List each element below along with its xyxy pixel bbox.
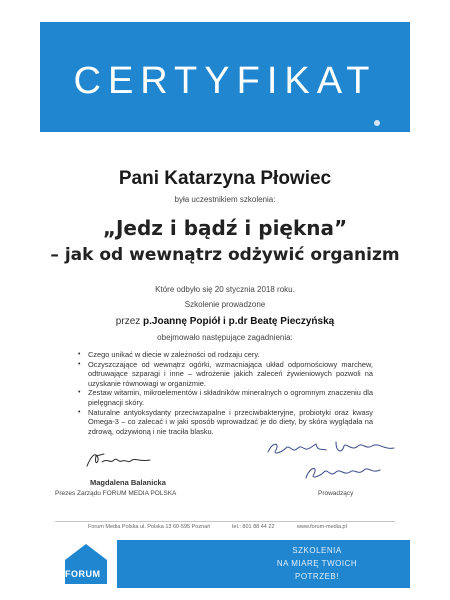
list-item: • Zestaw witamin, mikroelementów i składników mineralnych o ogromnym znaczeniu dla pielęgnacji skóry. — [78, 388, 373, 407]
list-item: • Naturalne antyoksydanty przeciwzapalne i przeciwbakteryjne, probiotyki oraz kwasy Omega-3 – co zalecać i w jaki sposób wprowadzać je do diety, by skóra wyglądała na zdrową, odżywioną i nie traciła blasku. — [78, 407, 373, 436]
forum-logo-icon — [55, 540, 117, 588]
course-subtitle: – jak od wewnątrz odżywić organizm — [50, 245, 400, 265]
decorative-dot — [374, 120, 380, 126]
topics-list — [78, 350, 373, 436]
list-item: • Oczyszczające od wewnątrz ogórki, wzmacniająca układ odpornościowy marchew, odtruwające szparagi i inne – wdrożenie jakich zaleceń żywieniowych pozwoli na uzyskanie równowagi w organizmie. — [78, 359, 373, 388]
bullet-icon: • — [78, 408, 81, 416]
footer-panel — [55, 540, 410, 588]
trainers-prefix: przez — [115, 316, 141, 327]
course-date: Które odbyło się 20 stycznia 2018 roku. — [155, 285, 295, 294]
trainers-line — [0, 316, 450, 327]
president-name: Magdalena Balanicka — [90, 478, 166, 487]
certificate-title: CERTYFIKAT — [73, 60, 377, 102]
slogan: SZKOLENIA NA MIARĘ TWOICH POTRZEB! — [276, 546, 358, 581]
logo-text: FORUM — [65, 569, 101, 579]
led-by-line: Szkolenie prowadzone — [184, 300, 266, 309]
bullet-icon: • — [78, 351, 81, 358]
bullet-icon: • — [78, 389, 81, 397]
bullet-icon: • — [78, 360, 81, 368]
recipient-name: Pani Katarzyna Płowiec — [118, 168, 332, 189]
header-banner — [40, 22, 410, 132]
forum-logo — [55, 540, 117, 588]
president-signature — [84, 448, 154, 477]
trainers-role: Prowadzący — [318, 490, 354, 497]
footer-divider — [55, 521, 395, 522]
footer-phone: tel.: 801 88 44 22 — [232, 524, 275, 530]
topics-intro: obejmowało następujące zagadnienia: — [157, 333, 293, 342]
trainers-names: p.Joannę Popiół i p.dr Beatę Pieczyńską — [143, 316, 335, 327]
footer-website: www.forum-media.pl — [297, 524, 347, 530]
list-item: • Czego unikać w diecie w zależności od rodzaju cery. — [78, 350, 260, 359]
course-title: „Jedz i bądź i piękna” — [102, 216, 348, 240]
trainers-signature — [262, 438, 412, 493]
president-role: Prezes Zarządu FORUM MEDIA POLSKA — [55, 490, 177, 497]
footer-address: Forum Media Polska ul. Polska 13 60-595 Poznań — [88, 524, 211, 530]
participant-line: była uczestnikiem szkolenia: — [174, 195, 276, 204]
